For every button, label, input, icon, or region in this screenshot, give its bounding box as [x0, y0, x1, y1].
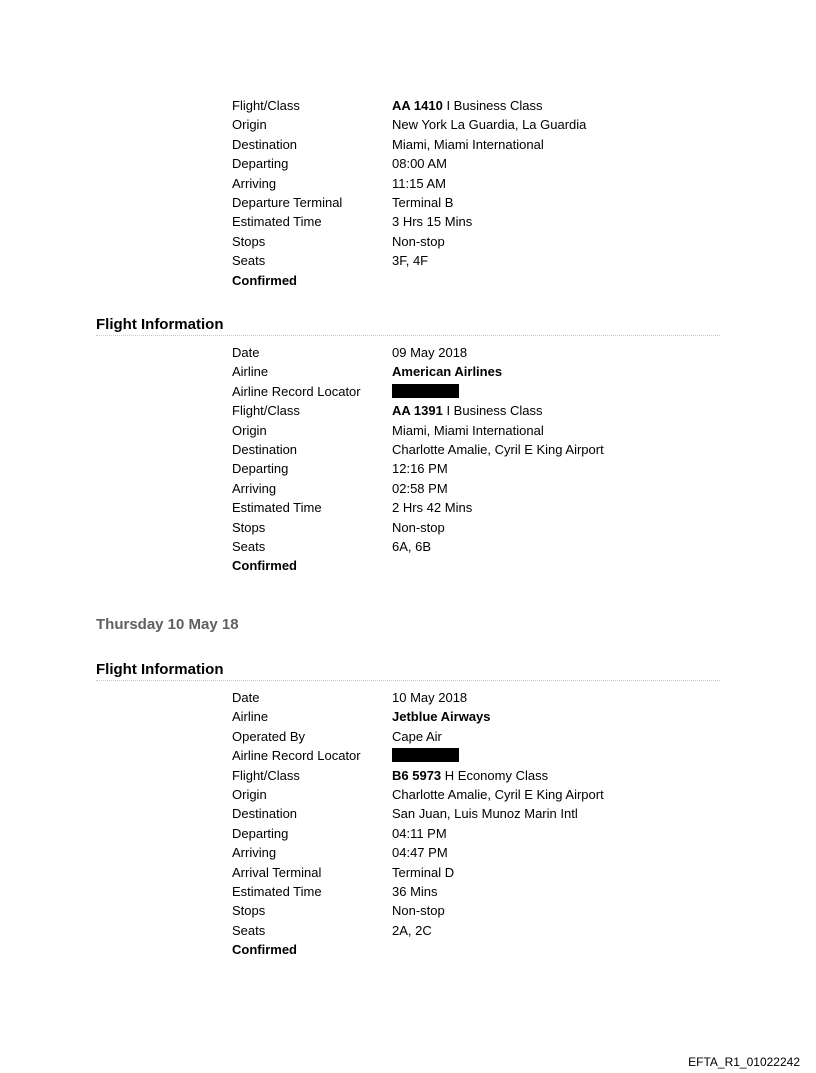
detail-label: Arriving	[232, 175, 277, 191]
detail-row-flight-class	[232, 401, 752, 420]
document-id-footer: EFTA_R1_01022242	[688, 1055, 800, 1069]
flight-details-segment-2	[232, 343, 752, 576]
detail-value: Charlotte Amalie, Cyril E King Airport	[392, 441, 604, 457]
detail-value	[392, 96, 752, 115]
detail-label: Seats	[232, 922, 266, 938]
detail-value: 6A, 6B	[392, 538, 432, 554]
detail-label: Origin	[232, 786, 267, 802]
detail-value: Non-stop	[392, 903, 445, 919]
detail-value	[392, 382, 752, 401]
detail-row-estimated-time	[232, 212, 752, 231]
flight-class: I Business Class	[442, 403, 543, 419]
redaction-box	[392, 384, 459, 398]
detail-value: Charlotte Amalie, Cyril E King Airport	[392, 786, 604, 802]
detail-value: Terminal B	[392, 194, 454, 210]
detail-row-departing	[232, 824, 752, 843]
detail-label: Flight/Class	[232, 98, 300, 113]
detail-value	[392, 766, 752, 785]
flight-details-segment-1	[232, 96, 752, 290]
detail-label: Departure Terminal	[232, 194, 343, 210]
detail-label: Departing	[232, 156, 289, 172]
detail-row-seats	[232, 921, 752, 940]
detail-value: San Juan, Luis Munoz Marin Intl	[392, 806, 578, 822]
detail-label: Estimated Time	[232, 883, 322, 899]
detail-label: Arriving	[232, 480, 277, 496]
detail-label: Origin	[232, 117, 267, 133]
detail-value: American Airlines	[392, 364, 503, 380]
detail-value: 2A, 2C	[392, 922, 432, 938]
detail-value: Non-stop	[392, 519, 445, 535]
detail-label: Seats	[232, 538, 266, 554]
detail-row-seats	[232, 251, 752, 270]
day-heading: Thursday 10 May 18	[96, 616, 239, 633]
detail-label: Stops	[232, 233, 266, 249]
detail-label: Date	[232, 690, 260, 705]
status-confirmed: Confirmed	[232, 558, 297, 574]
detail-label: Stops	[232, 903, 266, 919]
section-header-flight-information: Flight Information	[96, 661, 720, 681]
detail-label: Operated By	[232, 728, 305, 744]
detail-label: Destination	[232, 441, 298, 457]
detail-row-date	[232, 343, 752, 362]
detail-row-stops	[232, 518, 752, 537]
detail-label: Destination	[232, 136, 298, 152]
detail-row-record-locator	[232, 382, 752, 401]
detail-value: 02:58 PM	[392, 480, 448, 496]
detail-row-arriving	[232, 843, 752, 862]
detail-row-operated-by	[232, 727, 752, 746]
detail-value: Jetblue Airways	[392, 709, 491, 725]
detail-row-stops	[232, 232, 752, 251]
detail-value: New York La Guardia, La Guardia	[392, 117, 587, 133]
flight-details-segment-3	[232, 688, 752, 959]
detail-value	[392, 746, 752, 765]
detail-label: Flight/Class	[232, 767, 300, 783]
flight-number: AA 1391	[392, 403, 443, 419]
detail-label: Estimated Time	[232, 500, 322, 516]
detail-value: 2 Hrs 42 Mins	[392, 500, 473, 516]
detail-row-airline	[232, 707, 752, 726]
detail-label: Seats	[232, 253, 266, 269]
detail-row-departing	[232, 459, 752, 478]
detail-row-airline	[232, 362, 752, 381]
detail-label: Airline	[232, 364, 269, 380]
detail-value: 3F, 4F	[392, 253, 429, 269]
detail-label: Destination	[232, 806, 298, 822]
status-confirmed: Confirmed	[232, 272, 297, 288]
detail-label: Airline	[232, 709, 269, 725]
detail-value: 08:00 AM	[392, 156, 447, 172]
detail-row-arrival-terminal	[232, 863, 752, 882]
detail-value: 10 May 2018	[392, 690, 468, 705]
detail-value: Non-stop	[392, 233, 445, 249]
detail-row-flight-class	[232, 96, 752, 115]
detail-value: 09 May 2018	[392, 345, 468, 360]
detail-row-origin	[232, 785, 752, 804]
flight-number: AA 1410	[392, 98, 443, 113]
detail-value: Cape Air	[392, 728, 442, 744]
detail-value: 11:15 AM	[392, 175, 446, 191]
flight-class: I Business Class	[442, 98, 543, 113]
detail-label: Departing	[232, 825, 289, 841]
detail-value: 04:47 PM	[392, 845, 448, 861]
detail-label: Airline Record Locator	[232, 748, 361, 764]
detail-row-origin	[232, 421, 752, 440]
detail-value: Terminal D	[392, 864, 455, 880]
redaction-box	[392, 748, 459, 762]
detail-row-record-locator	[232, 746, 752, 765]
detail-label: Arriving	[232, 845, 277, 861]
detail-value: 3 Hrs 15 Mins	[392, 214, 473, 230]
detail-label: Airline Record Locator	[232, 383, 361, 399]
detail-value: 04:11 PM	[392, 825, 447, 841]
detail-row-departure-terminal	[232, 193, 752, 212]
detail-row-departing	[232, 154, 752, 173]
detail-label: Flight/Class	[232, 403, 300, 419]
detail-label: Departing	[232, 461, 289, 477]
detail-value: 36 Mins	[392, 883, 438, 899]
detail-row-destination	[232, 440, 752, 459]
detail-label: Stops	[232, 519, 266, 535]
detail-value: 12:16 PM	[392, 461, 448, 477]
detail-row-destination	[232, 135, 752, 154]
detail-row-seats	[232, 537, 752, 556]
detail-row-flight-class	[232, 766, 752, 785]
detail-value: Miami, Miami International	[392, 422, 544, 438]
flight-class: H Economy Class	[441, 767, 549, 783]
detail-label: Origin	[232, 422, 267, 438]
detail-row-arriving	[232, 479, 752, 498]
detail-row-estimated-time	[232, 498, 752, 517]
detail-value: Miami, Miami International	[392, 136, 544, 152]
section-header-flight-information: Flight Information	[96, 316, 720, 336]
detail-row-estimated-time	[232, 882, 752, 901]
flight-number: B6 5973	[392, 767, 442, 783]
detail-row-origin	[232, 115, 752, 134]
detail-label: Estimated Time	[232, 214, 322, 230]
detail-value	[392, 401, 752, 420]
status-confirmed: Confirmed	[232, 942, 297, 958]
detail-label: Arrival Terminal	[232, 864, 322, 880]
detail-label: Date	[232, 345, 260, 360]
detail-row-stops	[232, 901, 752, 920]
detail-row-arriving	[232, 174, 752, 193]
detail-row-destination	[232, 804, 752, 823]
detail-row-date	[232, 688, 752, 707]
